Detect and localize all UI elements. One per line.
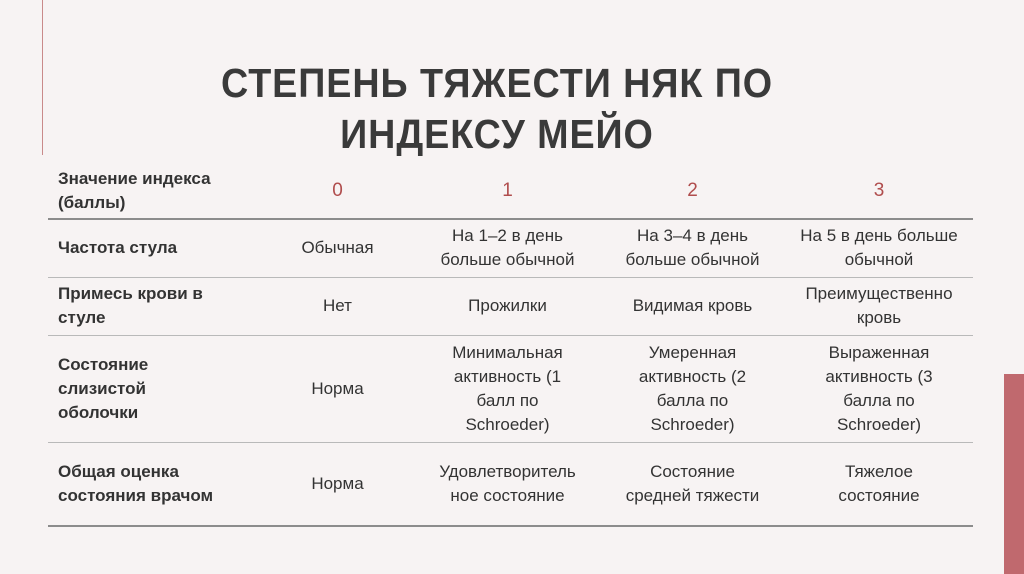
row-label: Частота стула — [48, 219, 260, 277]
table-cell: Прожилки — [415, 277, 600, 335]
accent-bar — [1004, 374, 1024, 574]
row-label: Общая оценка состояния врачом — [48, 442, 260, 526]
score-1: 1 — [415, 163, 600, 219]
table-cell: Минимальная активность (1 балл по Schroeder) — [415, 335, 600, 442]
accent-line — [42, 0, 43, 155]
table-cell: Умеренная активность (2 балла по Schroeder) — [600, 335, 785, 442]
table-row-mucosa — [48, 335, 973, 442]
table-cell: Норма — [260, 335, 415, 442]
table-cell: Удовлетворитель ное состояние — [415, 442, 600, 526]
table-cell: Видимая кровь — [600, 277, 785, 335]
table-cell: Состояние средней тяжести — [600, 442, 785, 526]
table-cell: На 3–4 в день больше обычной — [600, 219, 785, 277]
table-row-physician-assessment — [48, 442, 973, 526]
score-0: 0 — [260, 163, 415, 219]
score-2: 2 — [600, 163, 785, 219]
table-cell: Норма — [260, 442, 415, 526]
table-header-row — [48, 163, 973, 219]
table-row-blood — [48, 277, 973, 335]
score-3: 3 — [785, 163, 973, 219]
table-row-stool-frequency — [48, 219, 973, 277]
table-cell: Выраженная активность (3 балла по Schroeder) — [785, 335, 973, 442]
row-label: Состояние слизистой оболочки — [48, 335, 260, 442]
table-cell: На 1–2 в день больше обычной — [415, 219, 600, 277]
table-cell: На 5 в день больше обычной — [785, 219, 973, 277]
table-cell: Тяжелое состояние — [785, 442, 973, 526]
table-cell: Преимущественно кровь — [785, 277, 973, 335]
slide-title — [169, 58, 826, 160]
mayo-index-table — [48, 163, 973, 527]
header-label: Значение индекса (баллы) — [48, 163, 260, 219]
table-cell: Нет — [260, 277, 415, 335]
table-cell: Обычная — [260, 219, 415, 277]
row-label: Примесь крови в стуле — [48, 277, 260, 335]
slide-title-line-1: СТЕПЕНЬ ТЯЖЕСТИ НЯК ПО — [221, 60, 773, 106]
slide-title-line-2: ИНДЕКСУ МЕЙО — [340, 111, 654, 157]
